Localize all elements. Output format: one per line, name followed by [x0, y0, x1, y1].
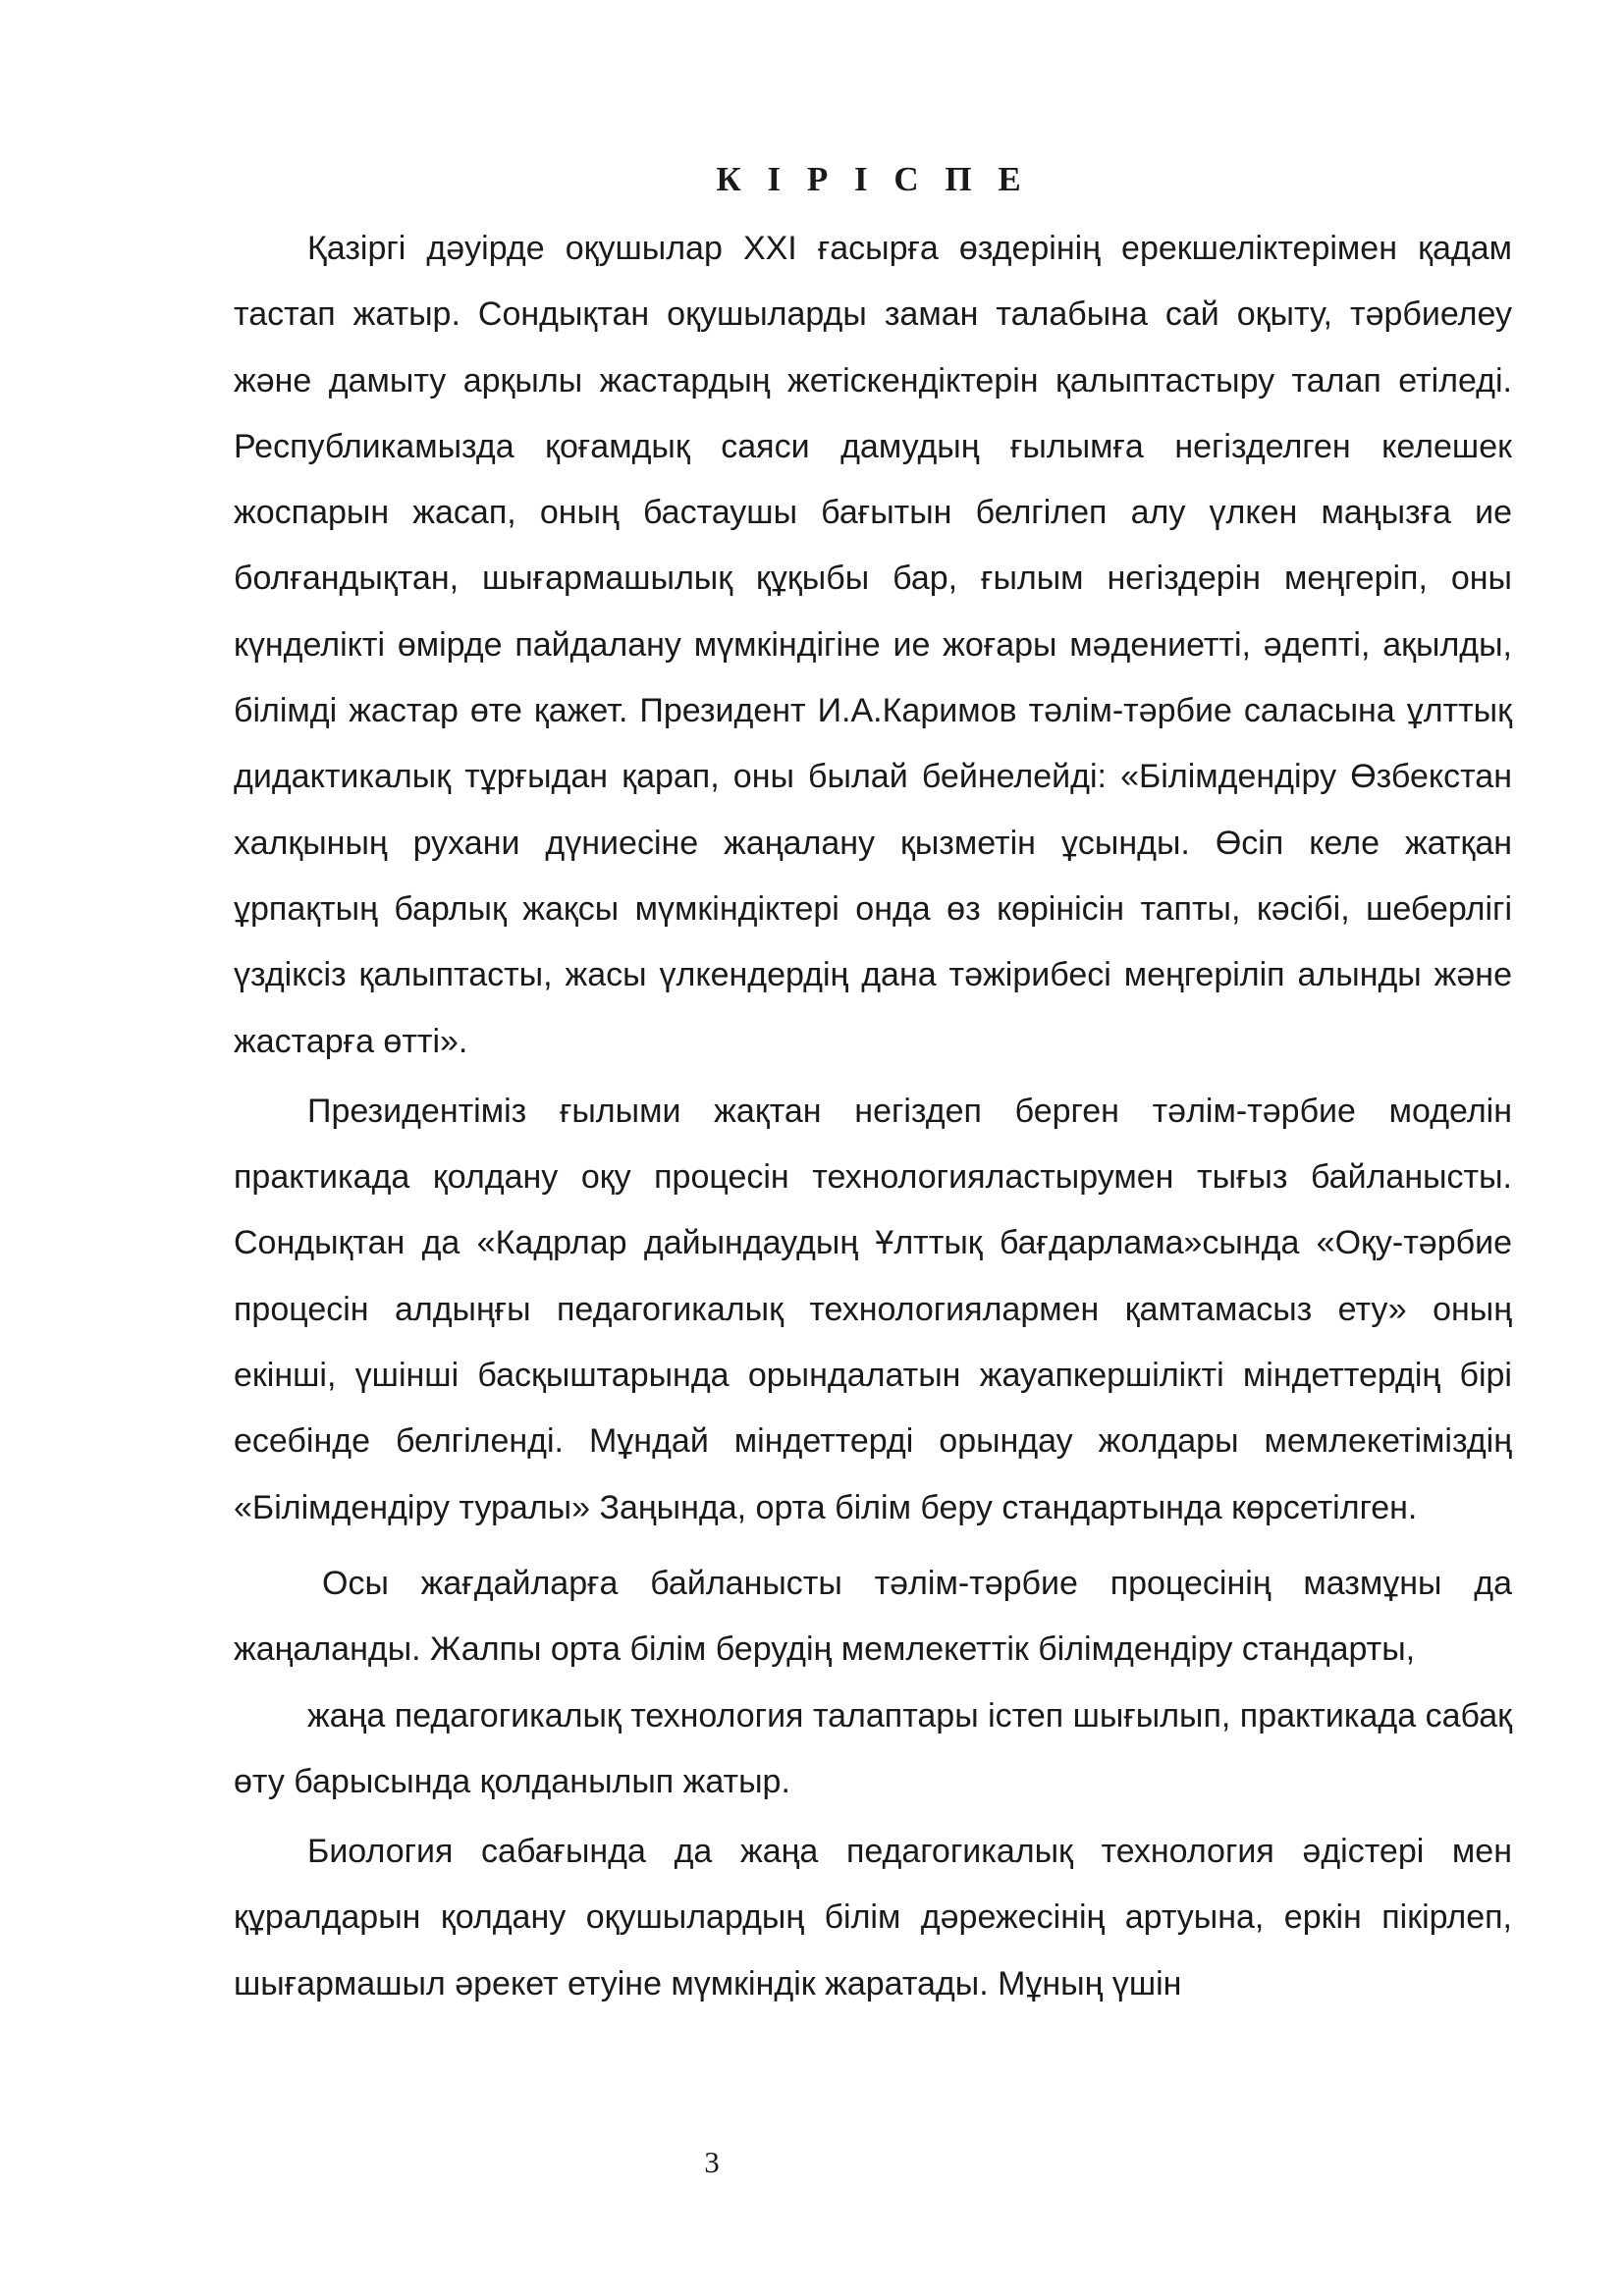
page-title: К І Р І С П Е	[716, 160, 1030, 198]
page-number: 3	[704, 2145, 720, 2179]
paragraph-introduction: Қазіргі дәуірде оқушылар XXI ғасырға өздерінің ерекшеліктерімен қадам тастап жатыр. Сондықтан оқушыларды заман талабына сай оқыту, тәрбиелеу және дамыту арқылы жастардың жетіскендіктерін қалыптастыру талап етіледі. Республикамызда қоғамдық саяси дамудың ғылымға негізделген келешек жоспарын жасап, оның бастаушы бағытын белгілеп алу үлкен маңызға ие болғандықтан, шығармашылық құқыбы бар, ғылым негіздерін меңгеріп, оны күнделікті өмірде пайдалану мүмкіндігіне ие жоғары мәдениетті, әдепті, ақылды, білімді жастар өте қажет. Президент И.А.Каримов тәлім-тәрбие саласына ұлттық дидактикалық тұрғыдан қарап, оны былай бейнелейді: «Білімдендіру Өзбекстан халқының рухани дүниесіне жаңалану қызметін ұсынды. Өсіп келе жатқан ұрпақтың барлық жақсы мүмкіндіктері онда өз көрінісін тапты, кәсібі, шеберлігі үздіксіз қалыптасты, жасы үлкендердің дана тәжірибесі меңгеріліп алынды және жастарға өтті».	[234, 230, 1512, 1060]
paragraph-conditions: Осы жағдайларға байланысты тәлім-тәрбие процесінің мазмұны да жаңаланды. Жалпы орта білім берудің мемлекеттік білімдендіру стандарты,	[234, 1564, 1512, 1669]
paragraph-biology-lessons: Биология сабағында да жаңа педагогикалық технология әдістері мен құралдарын қолдану оқушылардың білім дәрежесінің артуына, еркін пікірлеп, шығармашыл әрекет етуіне мүмкіндік жаратады. Мұның үшін	[234, 1833, 1512, 2002]
paragraph-president-model: Президентіміз ғылыми жақтан негіздеп берген тәлім-тәрбие моделін практикада қолдану оқу процесін технологияластырумен тығыз байланысты. Сондықтан да «Кадрлар дайындаудың Ұлттық бағдарлама»сында «Оқу-тәрбие процесін алдыңғы педагогикалық технологиялармен қамтамасыз ету» оның екінші, үшінші басқыштарында орындалатын жауапкершілікті міндеттердің бірі есебінде белгіленді. Мұндай міндеттерді орындау жолдары мемлекетіміздің «Білімдендіру туралы» Заңында, орта білім беру стандартында көрсетілген.	[234, 1092, 1512, 1526]
document-body	[234, 147, 1512, 2017]
paragraph-new-technology: жаңа педагогикалық технология талаптары істеп шығылып, практикада сабақ өту барысында қолданылып жатыр.	[234, 1696, 1512, 1800]
